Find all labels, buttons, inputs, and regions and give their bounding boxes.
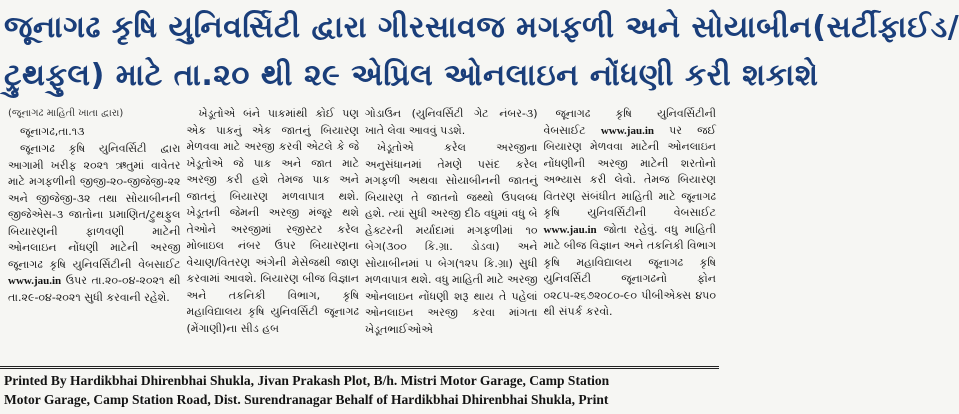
column-2 <box>187 106 360 364</box>
paragraph: ખેડૂતોએ બંને પાકમાંથી કોઈ પણ એક પાકનું એક જાતનું બિયારણ મેળવવા માટે અરજી કરવી એટલે કે જે ખેડૂતોએ જે પાક અને જાત માટે અરજી કરી હશે તેમજ પાક અને જાતનું બિયારણ મળવાપાત્ર થશે. ખેડૂતની જેમની અરજી મંજૂર થશે તેઓને અરજીમાં રજીસ્ટર કરેલ મોબાઇલ નંબર ઉપર બિયારણના વેચાણ/વિતરણ અંગેની મેસેજથી જાણ કરવામાં આવશે. બિયારણ બીજ વિજ્ઞાન અને તકનિકી વિભાગ, કૃષિ મહાવિદ્યાલય કૃષિ યુનિવર્સિટી જૂનાગઢ (મેંગાણી)ના સીડ હબ <box>186 107 359 335</box>
paragraph <box>8 141 181 306</box>
text-run: પર જઈ બિયારણ મેળવવા માટેની ઓનલાઇન નોંધણીની અરજી માટેની શરતોનો અભ્યાસ કરી લેવો. તેમજ બિયારણ વિતરણ સંબંધીત માહિતી માટે જૂનાગઢ કૃષિ યુનિવર્સિટીની વેબસાઈટ <box>543 123 717 219</box>
imprint-line-2: Motor Garage, Camp Station Road, Dist. Surendranagar Behalf of Hardikbhai Dhirenbhai Shukla, Print <box>4 392 609 407</box>
column-3 <box>365 106 538 364</box>
headline <box>4 4 959 104</box>
dateline: જૂનાગઢ,તા.૧૩ <box>20 124 85 138</box>
imprint-line-1: Printed By Hardikbhai Dhirenbhai Shukla, Jivan Prakash Plot, B/h. Mistri Motor Garage, Camp Station <box>4 373 610 388</box>
website-url: www.jau.in <box>543 223 597 236</box>
column-4 <box>544 106 717 364</box>
text-run: ઉપર તા.૨૦-૦૪-૨૦૨૧ થી તા.૨૯-૦૪-૨૦૨૧ સુધી કરવાની રહેશે. <box>8 274 181 304</box>
headline-line-1: જૂનાગઢ કૃષિ યુનિવર્સિટી દ્વારા ગીરસાવજ મગફળી અને સોયાબીન(સર્ટીફાઈડ/ <box>4 10 959 45</box>
text-run: જૂનાગઢ કૃષિ યુનિવર્સિટીની વેબસાઈટ <box>543 107 716 137</box>
text-run: જોતા રહેવું. વધુ માહિતી માટે બીજ વિજ્ઞાન અને તકનિકી વિભાગ કૃષિ મહાવિદ્યાલય જૂનાગઢ કૃષિ યુનિવર્સિટી જૂનાગઢનો ફોન ૦૨૮૫-૨૬૭૨૦૮૦-૯૦ પીબીએક્સ ૪૫૦ થી સંપર્ક કરવો. <box>543 222 716 318</box>
source-credit: (જૂનાગઢ માહિતી ખાતા દ્વારા) <box>8 108 124 119</box>
website-url: www.jau.in <box>8 275 62 287</box>
article-body <box>8 106 716 364</box>
paragraph: ગોડાઉન (યુનિવર્સિટી ગેટ નંબર-૩) ખાતે લેવા આવવું પડશે. <box>365 107 538 137</box>
paragraph: ખેડૂતોએ કરેલ અરજીના અનુસંધાનમાં તેમણે પસંદ કરેલ મગફળી અથવા સોયાબીનની જાતનું બિયારણ તે જાતનો જથ્થો ઉપલબ્ધ હશે. ત્યાં સુધી અરજી દીઠ વધુમાં વધુ બે હેક્ટરની મર્યાદામાં મગફળીમાં ૧૦ બેગ(૩૦૦ કિ.ગ્રા. ડોડવા) અને સોયાબીનમાં ૫ બેગ(૧૨૫ કિ.ગ્રા) સુધી મળવાપાત્ર થશે. વધુ માહિતી માટે અરજી ઓનલાઇન નોંધણી શરૂ થાય તે પહેલાં ઓનલાઇન અરજી કરવા માંગતા ખેડૂતભાઈઓએ <box>365 141 538 336</box>
text-run: જૂનાગઢ કૃષિ યુનિવર્સિટી દ્વારા આગામી ખરીફ ૨૦૨૧ ઋતુમાં વાવેતર માટે મગફળીની જીજી-૨૦-જીજેજી-૨૨ અને જીજેજી-૩૨ તથા સોયાબીનની જીજેએસ-૩ જાતોના પ્રમાણિત/ટ્રુથફુલ બિયારણની ફાળવણી માટેની ઓનલાઇન નોંધણી માટેની અરજી જૂનાગઢ કૃષિ યુનિવર્સિટીની વેબસાઈટ <box>8 142 181 271</box>
website-url: www.jau.in <box>600 124 655 137</box>
column-1 <box>8 106 181 364</box>
paragraph <box>544 106 717 321</box>
headline-line-2: ટ્રુથફુલ) માટે તા.૨૦ થી ૨૯ એપ્રિલ ઓનલાઇન નોંધણી કરી શકાશે <box>4 58 819 93</box>
printer-imprint <box>0 366 719 412</box>
